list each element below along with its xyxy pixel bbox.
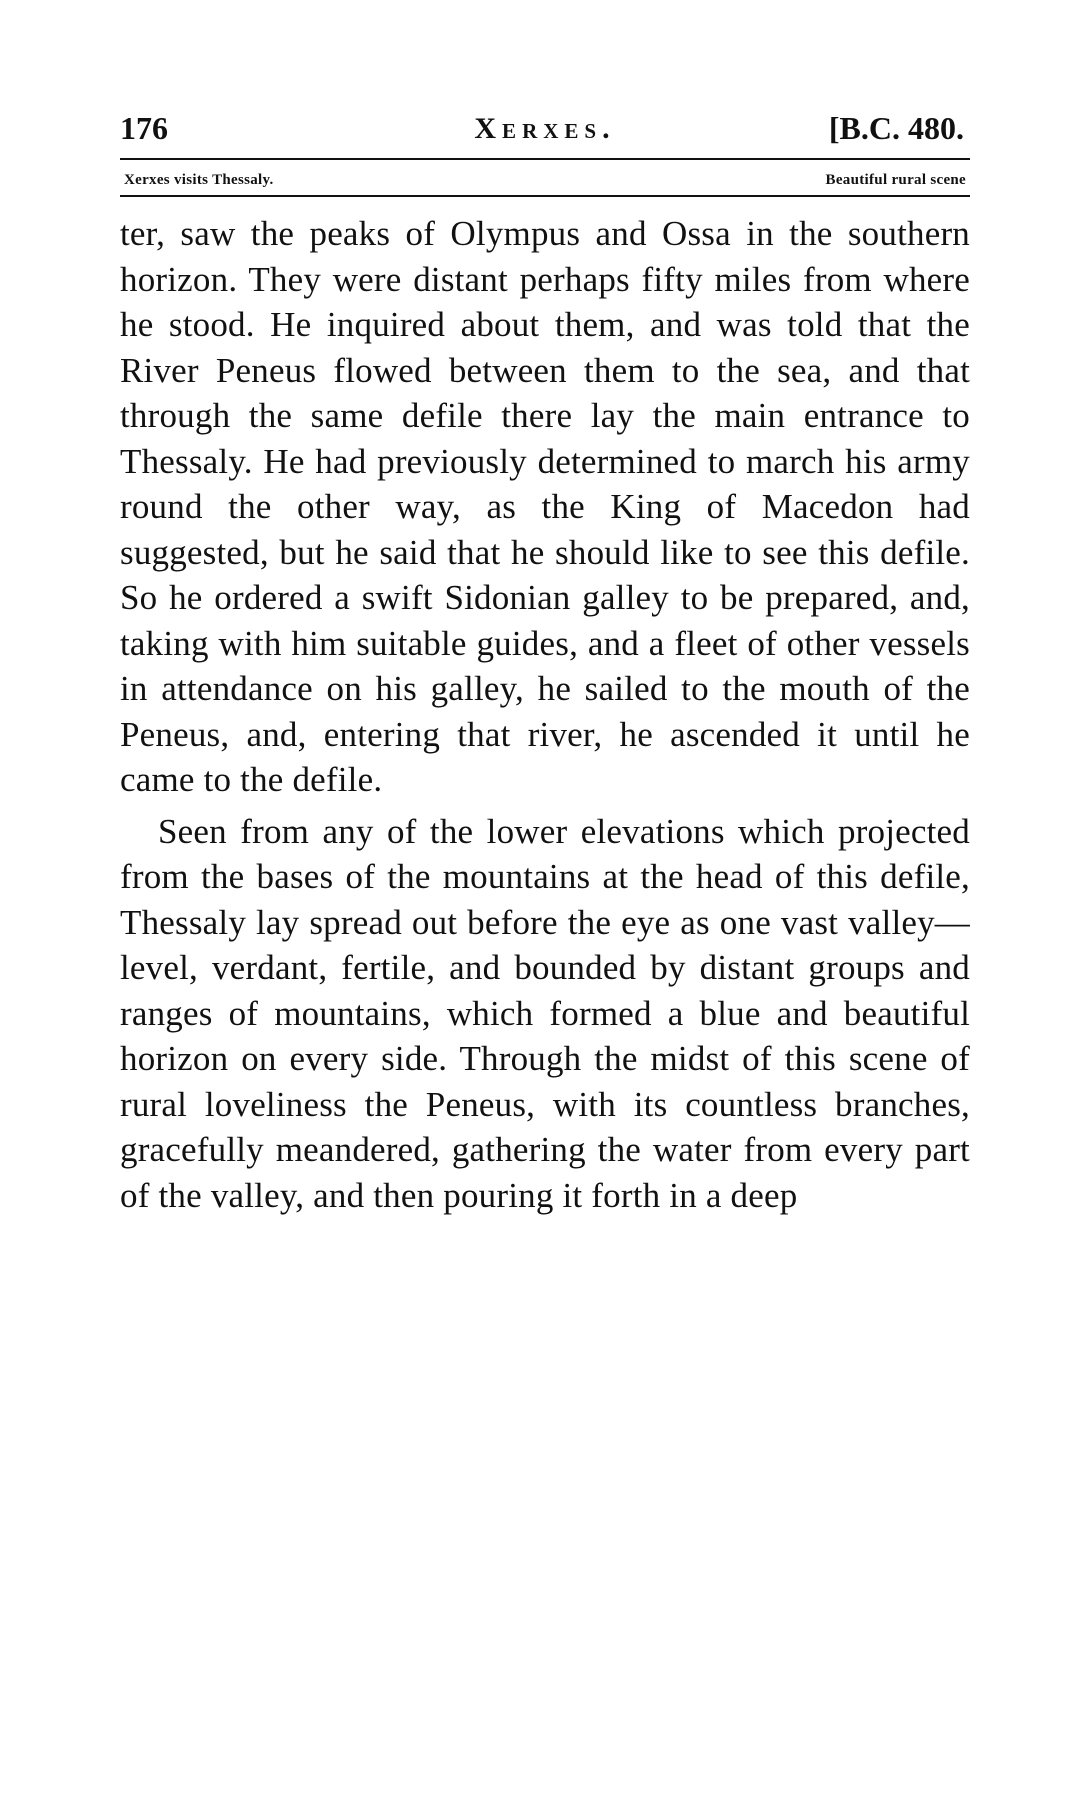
page-number: 176 — [120, 110, 168, 146]
date-label: [B.C. 480. — [828, 110, 964, 146]
bottom-rule — [120, 195, 970, 197]
paragraph-1: ter, saw the peaks of Olympus and Ossa in the southern horizon. They were distant perhaps fifty miles from where he stood. He inquired about them, and was told that the River Peneus flowed between them to the sea, and that through the same defile there lay the main entrance to Thessaly. He had previously determined to march his army round the other way, as the King of Macedon had suggested, but he said that he should like to see this defile. So he ordered a swift Sidonian galley to be prepared, and, taking with him suitable guides, and a fleet of other vessels in attendance on his galley, he sailed to the mouth of the Peneus, and, entering that river, he ascended it until he came to the defile. — [120, 214, 970, 799]
running-head — [120, 110, 970, 158]
book-title: Xerxes. — [474, 112, 616, 145]
body-text — [120, 211, 970, 1218]
side-headings — [120, 160, 970, 195]
book-page — [120, 110, 970, 1218]
right-side-heading: Beautiful rural scene — [825, 172, 966, 188]
paragraph-2: Seen from any of the lower elevations which projected from the bases of the mountains at the head of this defile, Thessaly lay spread out before the eye as one vast valley—level, verdant, fertile, and bounded by distant groups and ranges of mountains, which formed a blue and beautiful horizon on every side. Through the midst of this scene of rural loveliness the Peneus, with its countless branches, gracefully meandered, gathering the water from every part of the valley, and then pouring it forth in a deep — [120, 811, 970, 1215]
left-side-heading: Xerxes visits Thessaly. — [124, 172, 274, 188]
